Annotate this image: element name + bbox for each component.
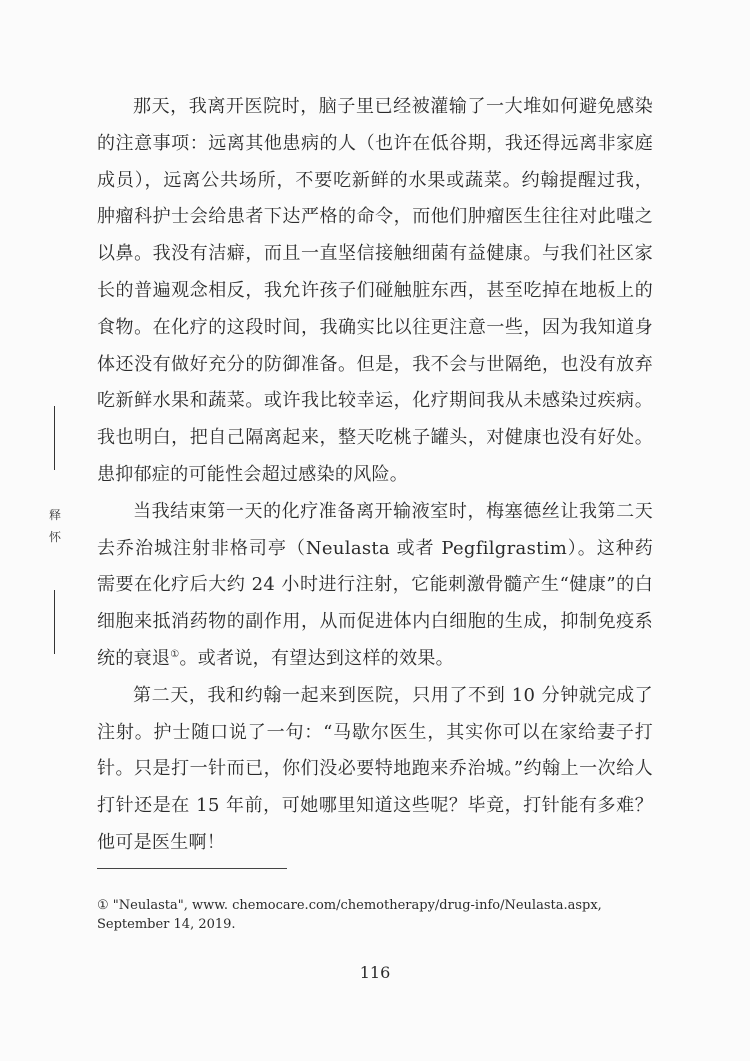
footnote-divider [97,868,287,869]
side-divider-bottom [54,590,55,654]
footnote [97,896,657,934]
paragraph-1 [97,89,653,494]
paragraph-1-text: 那天，我离开医院时，脑子里已经被灌输了一大堆如何避免感染的注意事项：远离其他患病的人（也许在低谷期，我还得远离非家庭成员），远离公共场所，不要吃新鲜的水果或蔬菜。约翰提醒过我，肿瘤科护士会给患者下达严格的命令，而他们肿瘤医生往往对此嗤之以鼻。我没有洁癖，而且一直坚信接触细菌有益健康。与我们社区家长的普遍观念相反，我允许孩子们碰触脏东西，甚至吃掉在地板上的食物。在化疗的这段时间，我确实比以往更注意一些，因为我知道身体还没有做好充分的防御准备。但是，我不会与世隔绝，也没有放弃吃新鲜水果和蔬菜。或许我比较幸运，化疗期间我从未感染过疾病。我也明白，把自己隔离起来，整天吃桃子罐头，对健康也没有好处。患抑郁症的可能性会超过感染的风险。 [97,96,653,485]
main-text [97,89,653,862]
paragraph-3 [97,678,653,862]
side-divider-top [54,406,55,470]
paragraph-3-text: 第二天，我和约翰一起来到医院，只用了不到 10 分钟就完成了注射。护士随口说了一句：“马歇尔医生，其实你可以在家给妻子打针。只是打一针而已，你们没必要特地跑来乔治城。”约翰上一次给人打针还是在 15 年前，可她哪里知道这些呢？毕竟，打针能有多难？他可是医生啊！ [97,684,653,853]
side-title-char-1: 释 [48,508,61,522]
paragraph-2-text-after: 。或者说，有望达到这样的效果。 [179,647,454,669]
footnote-text: "Neulasta", www. chemocare.com/chemotherapy/drug-info/Neulasta.aspx, September 14, 2019. [97,898,602,932]
paragraph-2-text: 当我结束第一天的化疗准备离开输液室时，梅塞德丝让我第二天去乔治城注射非格司亭（Neulasta 或者 Pegfilgrastim）。这种药需要在化疗后大约 24 小时进行注射，它能刺激骨髓产生“健康”的白细胞来抵消药物的副作用，从而促进体内白细胞的生成，抑制免疫系统的衰退 [97,500,653,669]
side-running-title [47,504,63,548]
side-title-char-2: 怀 [48,530,61,544]
page-number: 116 [359,963,391,982]
footnote-marker: ① [97,898,109,913]
paragraph-2 [97,494,653,678]
footnote-reference[interactable]: ① [170,648,180,660]
